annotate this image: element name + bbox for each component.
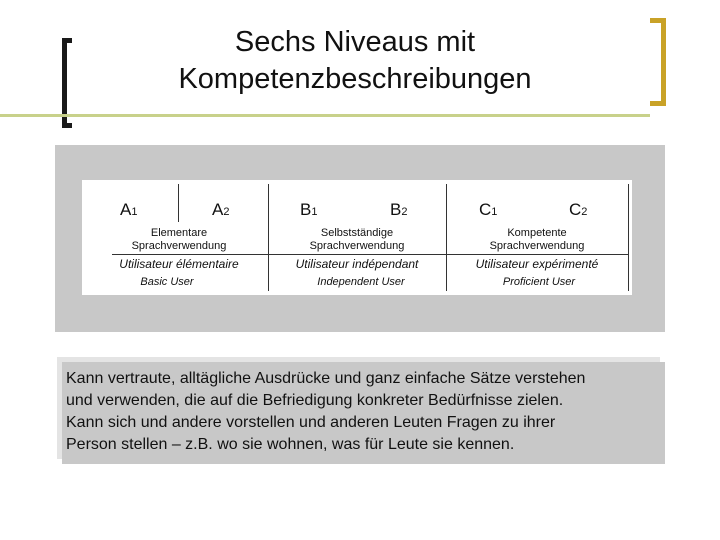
group-b-french: Utilisateur indépendant [295, 257, 419, 271]
title-line-2: Kompetenzbeschreibungen [178, 63, 532, 95]
group-a-french: Utilisateur élémentaire [119, 257, 239, 271]
a1-description-box [62, 362, 665, 464]
level-c2: C2 [569, 200, 588, 219]
group-c-french: Utilisateur expérimenté [475, 257, 599, 271]
level-a1: A1 [120, 200, 138, 219]
level-b2: B2 [390, 200, 408, 219]
group-c-description: Kompetente Sprachverwendung [489, 227, 585, 252]
title-line-1: Sechs Niveaus mit [234, 26, 476, 58]
level-b1: B1 [300, 200, 318, 219]
group-b-english: Independent User [317, 276, 405, 288]
divider-b-c [446, 184, 447, 291]
divider-a1-a2 [178, 184, 179, 222]
level-a2: A2 [212, 200, 230, 219]
table-horizontal-rule [112, 254, 628, 255]
title-underline [0, 114, 650, 117]
group-a-description: Elementare Sprachverwendung [131, 227, 227, 252]
right-bracket-decoration [650, 18, 666, 106]
group-c-english: Proficient User [502, 276, 576, 288]
level-c1: C1 [479, 200, 498, 219]
group-a-english: Basic User [140, 276, 194, 288]
group-b-description: Selbstständige Sprachverwendung [309, 227, 405, 252]
levels-table [82, 180, 632, 295]
table-right-border [628, 184, 629, 291]
slide-title [100, 24, 610, 98]
a1-description-text: Kann vertraute, alltägliche Ausdrücke und ganz einfache Sätze verstehen und verwenden, die auf die Befriedigung konkreter Bedürfnisse zielen. Kann sich und andere vorstellen und anderen Leuten Fragen zu ihrer Person stellen – z.B. wo sie wohnen, was für Leute sie kennen. [66, 370, 586, 453]
